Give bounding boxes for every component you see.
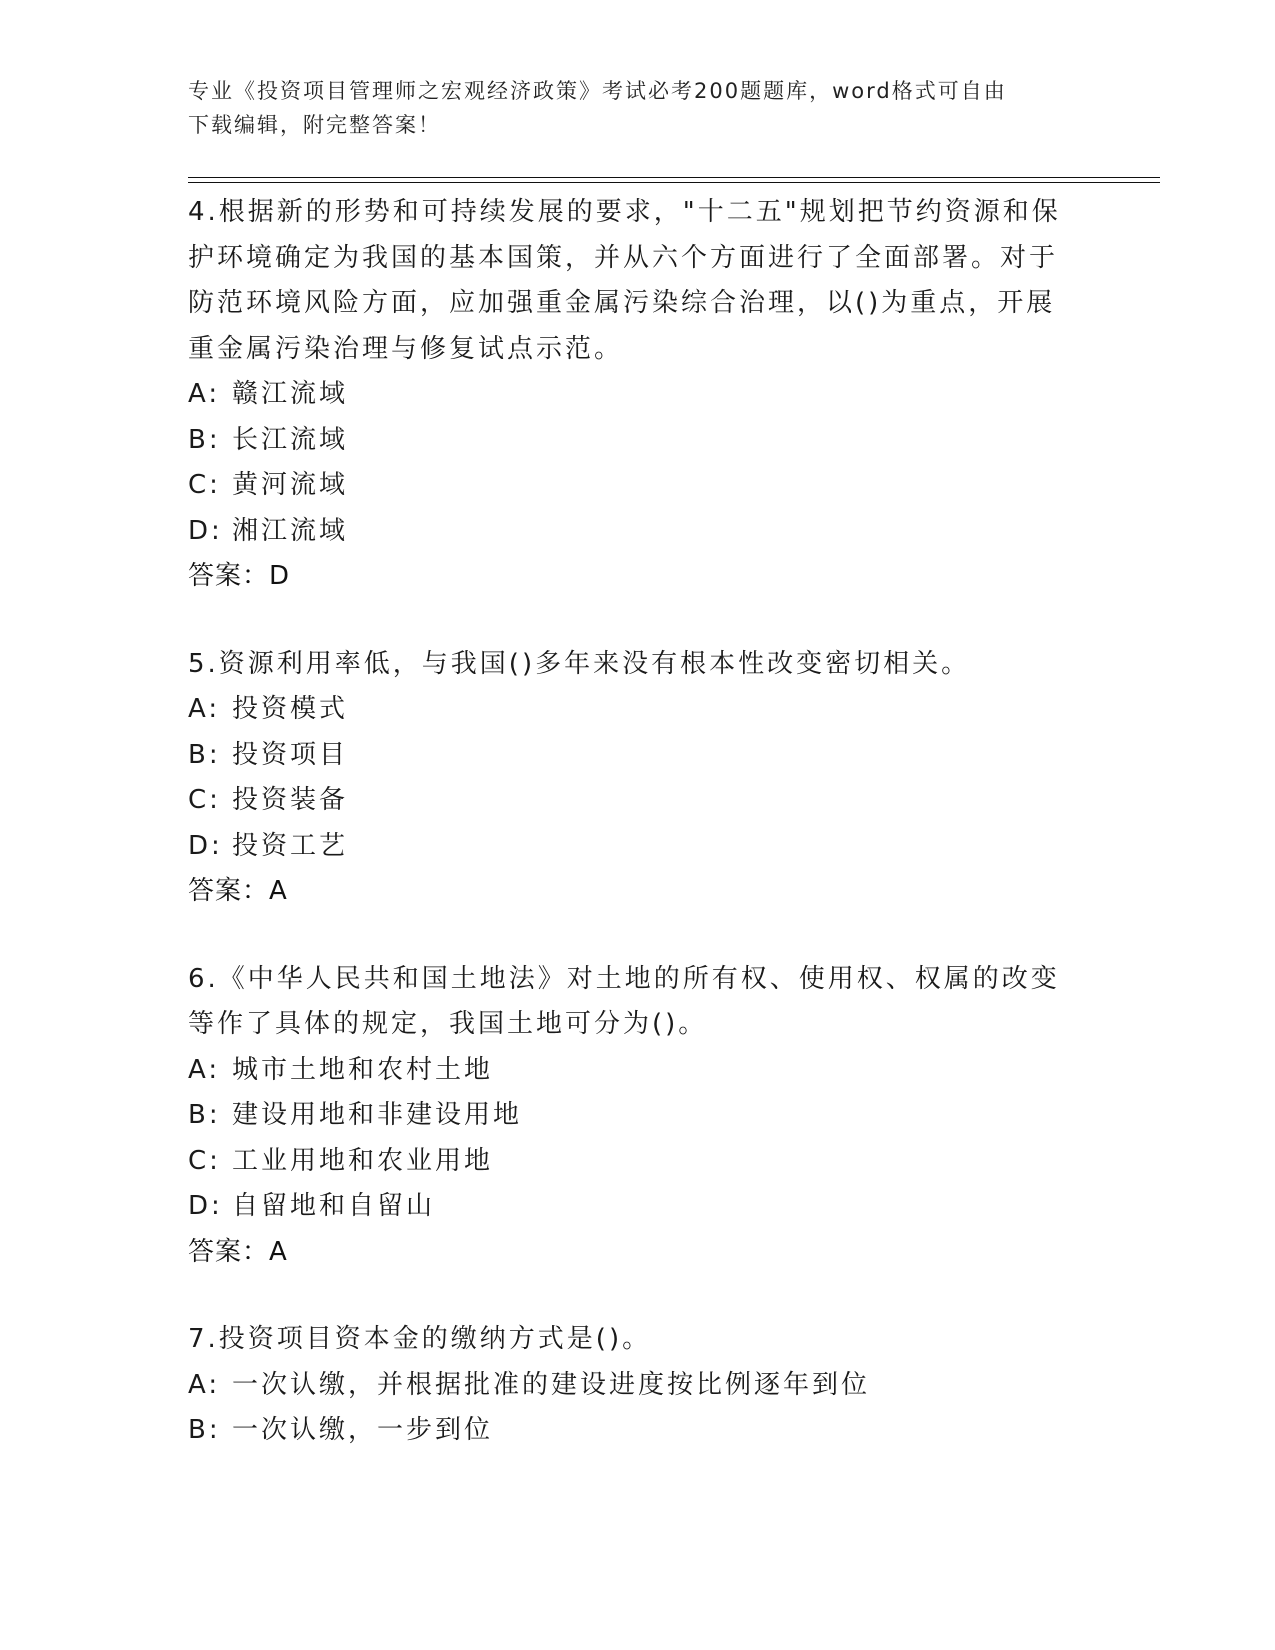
option-letter: A: bbox=[188, 379, 221, 409]
option-text: 投资装备 bbox=[232, 785, 349, 815]
option-letter: D: bbox=[188, 830, 223, 861]
question-5-option-d bbox=[188, 824, 1068, 870]
question-4 bbox=[188, 190, 1068, 600]
question-4-option-c bbox=[188, 463, 1068, 509]
question-6-answer: 答案：A bbox=[188, 1236, 288, 1267]
document-header bbox=[188, 74, 1068, 142]
option-letter: C: bbox=[188, 470, 221, 500]
option-text: 黄河流域 bbox=[232, 470, 349, 500]
question-6-option-d bbox=[188, 1184, 1068, 1230]
question-4-line-4: 重金属污染治理与修复试点示范。 bbox=[188, 333, 624, 364]
question-5-option-b bbox=[188, 733, 1068, 779]
question-4-answer: 答案：D bbox=[188, 561, 291, 591]
option-letter: B: bbox=[188, 1415, 221, 1445]
question-6-option-a bbox=[188, 1048, 1068, 1094]
option-letter: A: bbox=[188, 1054, 221, 1085]
option-letter: B: bbox=[188, 1100, 221, 1130]
option-letter: D: bbox=[188, 1191, 223, 1221]
option-text: 建设用地和非建设用地 bbox=[232, 1100, 523, 1130]
header-line-1: 专业《投资项目管理师之宏观经济政策》考试必考200题题库，word格式可自由 bbox=[188, 79, 1007, 103]
question-list bbox=[188, 190, 1068, 1496]
option-letter: A: bbox=[188, 1369, 221, 1400]
header-line-2: 下载编辑，附完整答案！ bbox=[188, 113, 441, 137]
option-text: 投资项目 bbox=[232, 739, 349, 770]
header-divider-top bbox=[188, 177, 1160, 178]
option-letter: C: bbox=[188, 1145, 221, 1176]
question-5-option-c bbox=[188, 778, 1068, 824]
question-7-option-a bbox=[188, 1363, 1068, 1409]
question-7-line-1: 7.投资项目资本金的缴纳方式是()。 bbox=[188, 1324, 652, 1354]
question-5-option-a bbox=[188, 687, 1068, 733]
question-6-option-c bbox=[188, 1139, 1068, 1185]
question-5 bbox=[188, 642, 1068, 915]
question-4-option-a bbox=[188, 372, 1068, 418]
question-4-line-1: 4.根据新的形势和可持续发展的要求，"十二五"规划把节约资源和保 bbox=[188, 197, 1061, 227]
option-text: 一次认缴，一步到位 bbox=[232, 1415, 494, 1445]
question-6-option-b bbox=[188, 1093, 1068, 1139]
option-text: 湘江流域 bbox=[232, 515, 349, 546]
option-text: 投资工艺 bbox=[232, 830, 349, 861]
question-7 bbox=[188, 1317, 1068, 1454]
question-5-line-1: 5.资源利用率低，与我国()多年来没有根本性改变密切相关。 bbox=[188, 648, 971, 679]
option-text: 赣江流域 bbox=[232, 379, 349, 409]
question-4-option-b bbox=[188, 418, 1068, 464]
option-letter: B: bbox=[188, 739, 221, 770]
option-text: 自留地和自留山 bbox=[232, 1191, 436, 1221]
option-text: 工业用地和农业用地 bbox=[232, 1145, 494, 1176]
question-4-option-d bbox=[188, 509, 1068, 555]
option-text: 投资模式 bbox=[232, 694, 349, 724]
question-4-line-2: 护环境确定为我国的基本国策，并从六个方面进行了全面部署。对于 bbox=[188, 242, 1059, 273]
option-text: 城市土地和农村土地 bbox=[232, 1054, 494, 1085]
option-text: 长江流域 bbox=[232, 424, 349, 455]
question-6-line-2: 等作了具体的规定，我国土地可分为()。 bbox=[188, 1009, 708, 1039]
option-text: 一次认缴，并根据批准的建设进度按比例逐年到位 bbox=[232, 1369, 871, 1400]
option-letter: D: bbox=[188, 515, 223, 546]
header-divider-bottom bbox=[188, 182, 1160, 183]
question-7-option-b bbox=[188, 1408, 1068, 1454]
question-6-line-1: 6.《中华人民共和国土地法》对土地的所有权、使用权、权属的改变 bbox=[188, 963, 1060, 994]
option-letter: B: bbox=[188, 424, 221, 455]
option-letter: A: bbox=[188, 694, 221, 724]
question-4-line-3: 防范环境风险方面，应加强重金属污染综合治理，以()为重点，开展 bbox=[188, 288, 1056, 318]
option-letter: C: bbox=[188, 785, 221, 815]
question-6 bbox=[188, 957, 1068, 1276]
question-5-answer: 答案：A bbox=[188, 876, 288, 906]
